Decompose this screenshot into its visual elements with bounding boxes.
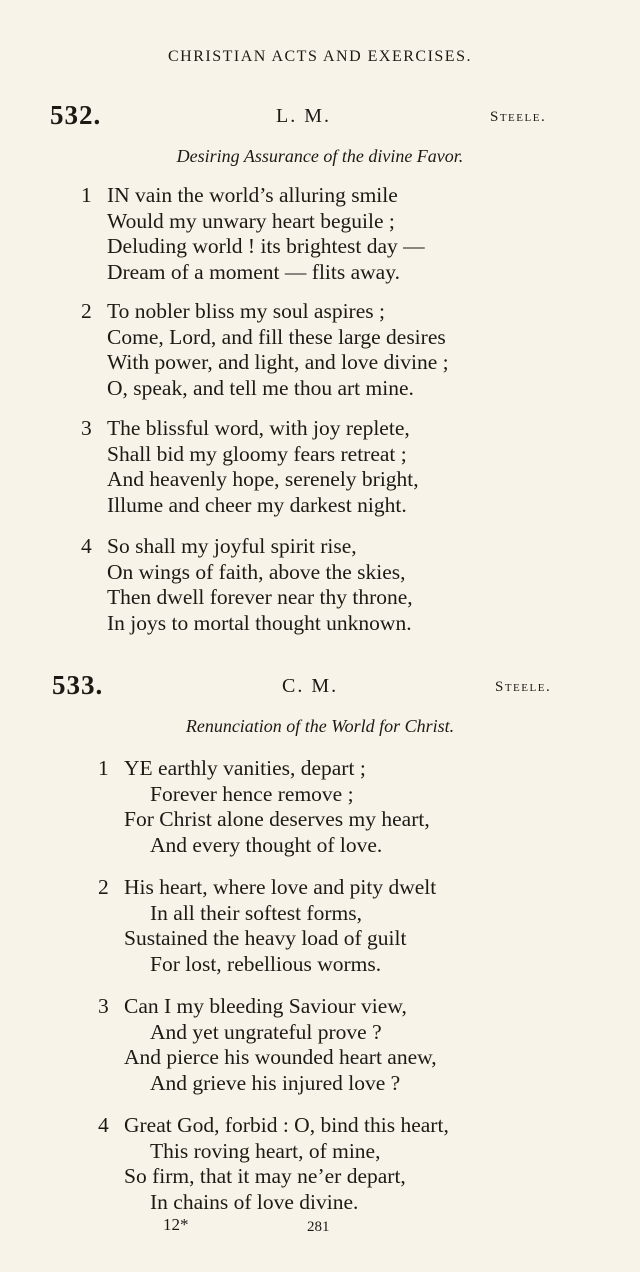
hymn-532-title: Desiring Assurance of the divine Favor. <box>176 146 464 166</box>
verse-line: So shall my joyful spirit rise, <box>107 534 357 558</box>
verse-line: His heart, where love and pity dwelt <box>124 875 437 899</box>
verse-line: O, speak, and tell me thou art mine. <box>107 375 414 400</box>
verse-line: And yet ungrateful prove ? <box>150 1019 382 1044</box>
verse-line: Then dwell forever near thy throne, <box>107 585 413 609</box>
verse-line: And heavenly hope, serenely bright, <box>107 467 419 491</box>
verse-line: Shall bid my gloomy fears retreat ; <box>107 441 407 466</box>
verse-line: YE earthly vanities, depart ; <box>124 756 366 780</box>
verse-line: Great God, forbid : O, bind this heart, <box>124 1113 449 1137</box>
verse-line: IN vain the world’s alluring smile <box>107 183 398 207</box>
verse-line: The blissful word, with joy replete, <box>107 416 410 440</box>
hymn-533-verse-2 <box>98 875 436 977</box>
verse-number: 4 <box>98 1113 109 1137</box>
verse-line: And pierce his wounded heart anew, <box>124 1045 437 1069</box>
verse-line: This roving heart, of mine, <box>150 1138 381 1163</box>
hymn-533-meter: C. M. <box>282 675 339 697</box>
verse-number: 2 <box>81 299 92 323</box>
verse-line: Dream of a moment — flits away. <box>107 259 400 284</box>
hymn-532-number: 532. <box>50 100 102 130</box>
verse-line: Illume and cheer my darkest night. <box>107 492 407 517</box>
verse-line: And every thought of love. <box>150 832 383 857</box>
hymn-533-verse-1 <box>98 756 430 858</box>
hymn-533-title: Renunciation of the World for Christ. <box>185 716 455 736</box>
verse-line: With power, and light, and love divine ; <box>107 350 449 374</box>
verse-line: Sustained the heavy load of guilt <box>124 926 407 950</box>
verse-line: In joys to mortal thought unknown. <box>107 610 412 635</box>
hymn-532-verse-1 <box>81 183 425 285</box>
verse-line: And grieve his injured love ? <box>150 1070 401 1095</box>
hymn-532-verse-2 <box>81 299 449 401</box>
verse-number: 1 <box>81 183 92 207</box>
verse-line: On wings of faith, above the skies, <box>107 559 406 584</box>
verse-number: 4 <box>81 534 92 558</box>
page-number: 281 <box>307 1219 330 1235</box>
verse-number: 3 <box>98 994 109 1018</box>
verse-line: In chains of love divine. <box>150 1189 359 1214</box>
signature-mark: 12* <box>163 1215 189 1234</box>
hymn-533-verse-3 <box>98 994 437 1096</box>
verse-line: Can I my bleeding Saviour view, <box>124 994 407 1018</box>
verse-number: 3 <box>81 416 92 440</box>
verse-line: For Christ alone deserves my heart, <box>124 807 430 831</box>
verse-line: Would my unwary heart beguile ; <box>107 208 395 233</box>
verse-number: 2 <box>98 875 109 899</box>
hymn-532-meter: L. M. <box>276 105 331 127</box>
hymn-533-author: Steele. <box>495 679 552 695</box>
hymn-532-author: Steele. <box>490 109 547 125</box>
verse-line: Forever hence remove ; <box>150 781 354 806</box>
hymn-532-verse-3 <box>81 416 419 518</box>
verse-line: Deluding world ! its brightest day — <box>107 234 425 258</box>
verse-line: For lost, rebellious worms. <box>150 951 382 976</box>
hymn-533-number: 533. <box>52 670 104 700</box>
running-head: CHRISTIAN ACTS AND EXERCISES. <box>168 48 472 65</box>
verse-line: To nobler bliss my soul aspires ; <box>107 299 385 323</box>
verse-line: In all their softest forms, <box>150 900 362 925</box>
hymn-533-verse-4 <box>98 1113 449 1215</box>
verse-number: 1 <box>98 756 109 780</box>
verse-line: Come, Lord, and fill these large desires <box>107 324 446 349</box>
verse-line: So firm, that it may ne’er depart, <box>124 1164 406 1188</box>
hymn-532-verse-4 <box>81 534 413 636</box>
